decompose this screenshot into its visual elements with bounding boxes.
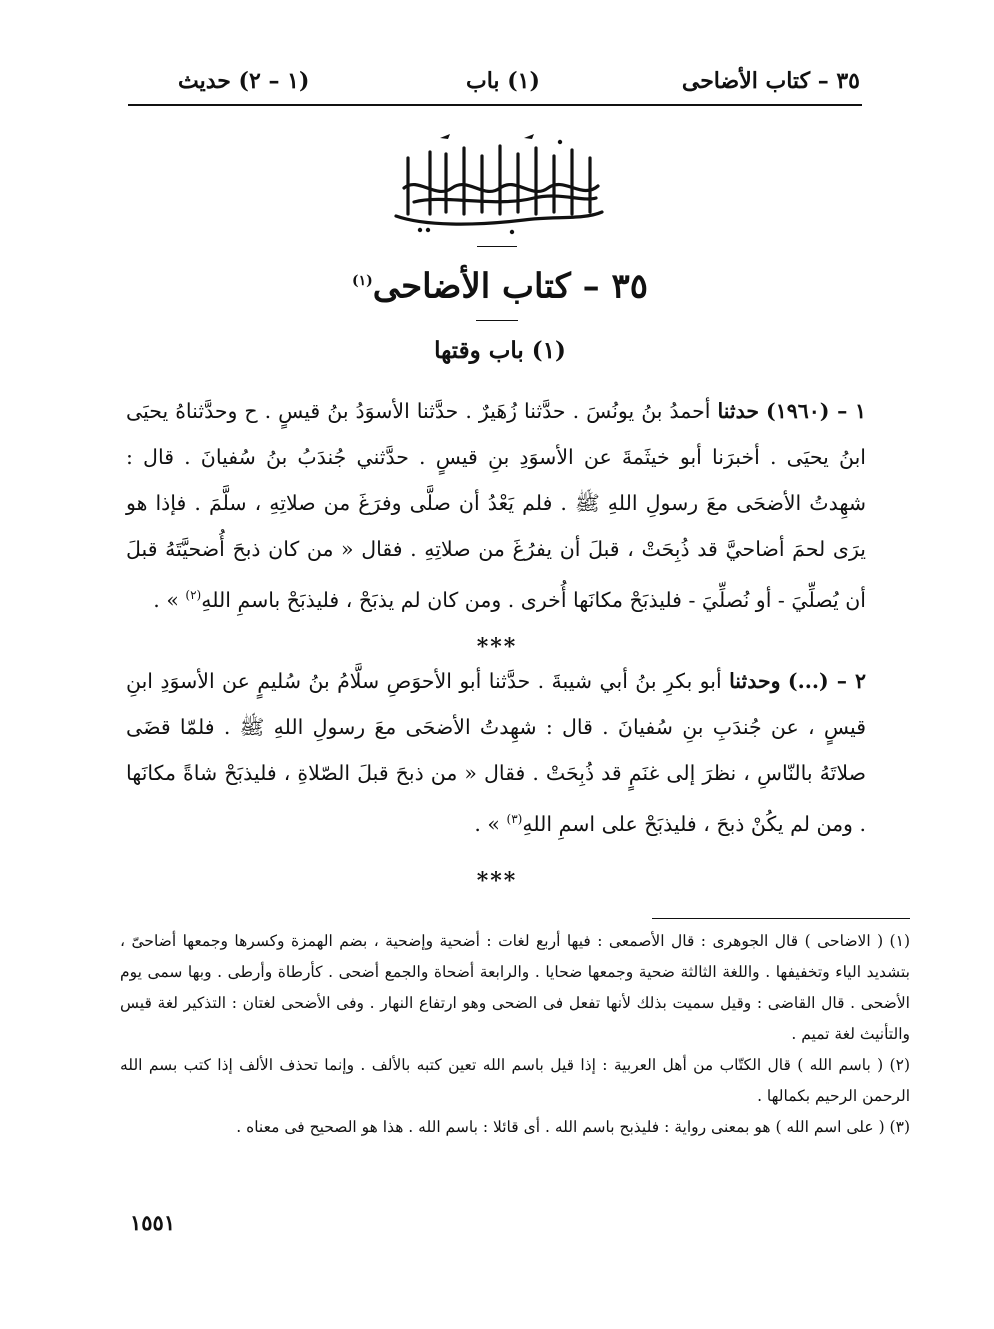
section-separator: *** — [476, 868, 518, 894]
footnote-1: (١) ( الاضاحى ) قال الجوهرى : قال الأصمعى : فيها أربع لغات : أضحية وإضحية ، بضم الهمزة وكسرها وجمعها أضاحىّ ، بتشديد الياء وتخفيفها . واللغة الثالثة ضحية وجمعها ضحايا . والرابعة أضحاة والجمع أضحى . كأرطاة وأرطى . وبها سمى يوم الأضحى . قال القاضى : وقيل سميت بذلك لأنها تفعل فى الضحى وهو ارتفاع النهار . وفى الأضحى لغتان : التذكير لغة قيس والتأنيث لغة تميم . — [120, 932, 910, 1043]
hadith-2 — [126, 658, 866, 847]
chapter-title: (١) باب وقتها — [434, 337, 566, 364]
footnote-rule — [652, 918, 910, 919]
hadith-closing: » . — [153, 587, 179, 612]
hadith-number: ٢ – (...) — [787, 669, 866, 693]
hadith-number: ١ – (١٩٦٠) — [766, 399, 866, 423]
book-title-footnote-mark: (١) — [351, 273, 373, 289]
page-number: ١٥٥١ — [130, 1210, 176, 1235]
header-rule — [128, 104, 862, 106]
footnote-3: (٣) ( على اسم الله ) هو بمعنى رواية : فليذبح باسم الله . أى قائلا : باسم الله . هذا هو الصحيح فى معناه . — [236, 1118, 910, 1136]
book-title-text: ٣٥ – كتاب الأضاحى — [372, 266, 649, 307]
hadith-closing: » . — [474, 811, 500, 836]
chapter-rule — [476, 320, 518, 321]
hadith-opening: وحدثنا — [729, 669, 781, 693]
hadith-text: أحمدُ بنُ يونُسَ . حدَّثنا زُهَيرٌ . حدَّثنا الأسوَدُ بنُ قيسٍ . ح وحدَّثناهُ يحيَى ابنُ يحيَى . أخبرَنا أبو خيثَمةَ عن الأسوَدِ بنِ قيسٍ . حدَّثني جُندَبُ بنُ سُفيانَ . قال : شهِدتُ الأضحَى معَ رسولِ اللهِ ﷺ . فلم يَعْدُ أن صلَّى وفرَغَ من صلاتِهِ ، سلَّمَ . فإذا هو يرَى لحمَ أضاحيَّ قد ذُبِحَتْ ، قبلَ أن يفرُغَ من صلاتِهِ . فقال « من كان ذبحَ أُضحيَّتَهُ قبلَ أن يُصلِّيَ - أو نُصلِّيَ - فليذبَحْ مكانَها أُخرى . ومن كان لم يذبَحْ ، فليذبَحْ باسمِ اللهِ — [126, 399, 866, 612]
header-chapter: (١) باب — [466, 68, 540, 94]
hadith-text: أبو بكرِ بنُ أبي شيبةَ . حدَّثنا أبو الأحوَصِ سلَّامُ بنُ سُليمٍ عن الأسوَدِ ابنِ قيسٍ ، عن جُندَبِ بنِ سُفيانَ . قال : شهِدتُ الأضحَى معَ رسولِ اللهِ ﷺ . فلمّا قضَى صلاتَهُ بالنّاسِ ، نظرَ إلى غنَمٍ قد ذُبِحَتْ . فقال « من ذبحَ قبلَ الصّلاةِ ، فليذبَحْ شاةً مكانَها . ومن لم يكُنْ ذبحَ ، فليذبَحْ على اسمِ اللهِ — [126, 669, 866, 836]
book-title — [250, 252, 750, 310]
title-rule — [477, 246, 517, 247]
basmala-calligraphy — [384, 128, 614, 236]
hadith-footnote-mark: (٣) — [506, 812, 523, 826]
hadith-1 — [126, 388, 866, 623]
hadith-footnote-mark: (٢) — [185, 588, 202, 602]
running-header — [130, 62, 860, 106]
footnotes — [120, 926, 910, 1143]
header-hadith-range: (١ – ٢) حديث — [178, 68, 310, 94]
hadith-opening: حدثنا — [717, 399, 760, 423]
section-separator: *** — [476, 634, 518, 660]
footnote-2: (٢) ( باسم الله ) قال الكتّاب من أهل العربية : إذا قيل باسم الله تعين كتبه بالألف . وإنما تحذف الألف إذا كتب بسم الله الرحمن الرحيم بكمالها . — [120, 1056, 910, 1105]
header-book-title: ٣٥ – كتاب الأضاحى — [681, 68, 860, 94]
